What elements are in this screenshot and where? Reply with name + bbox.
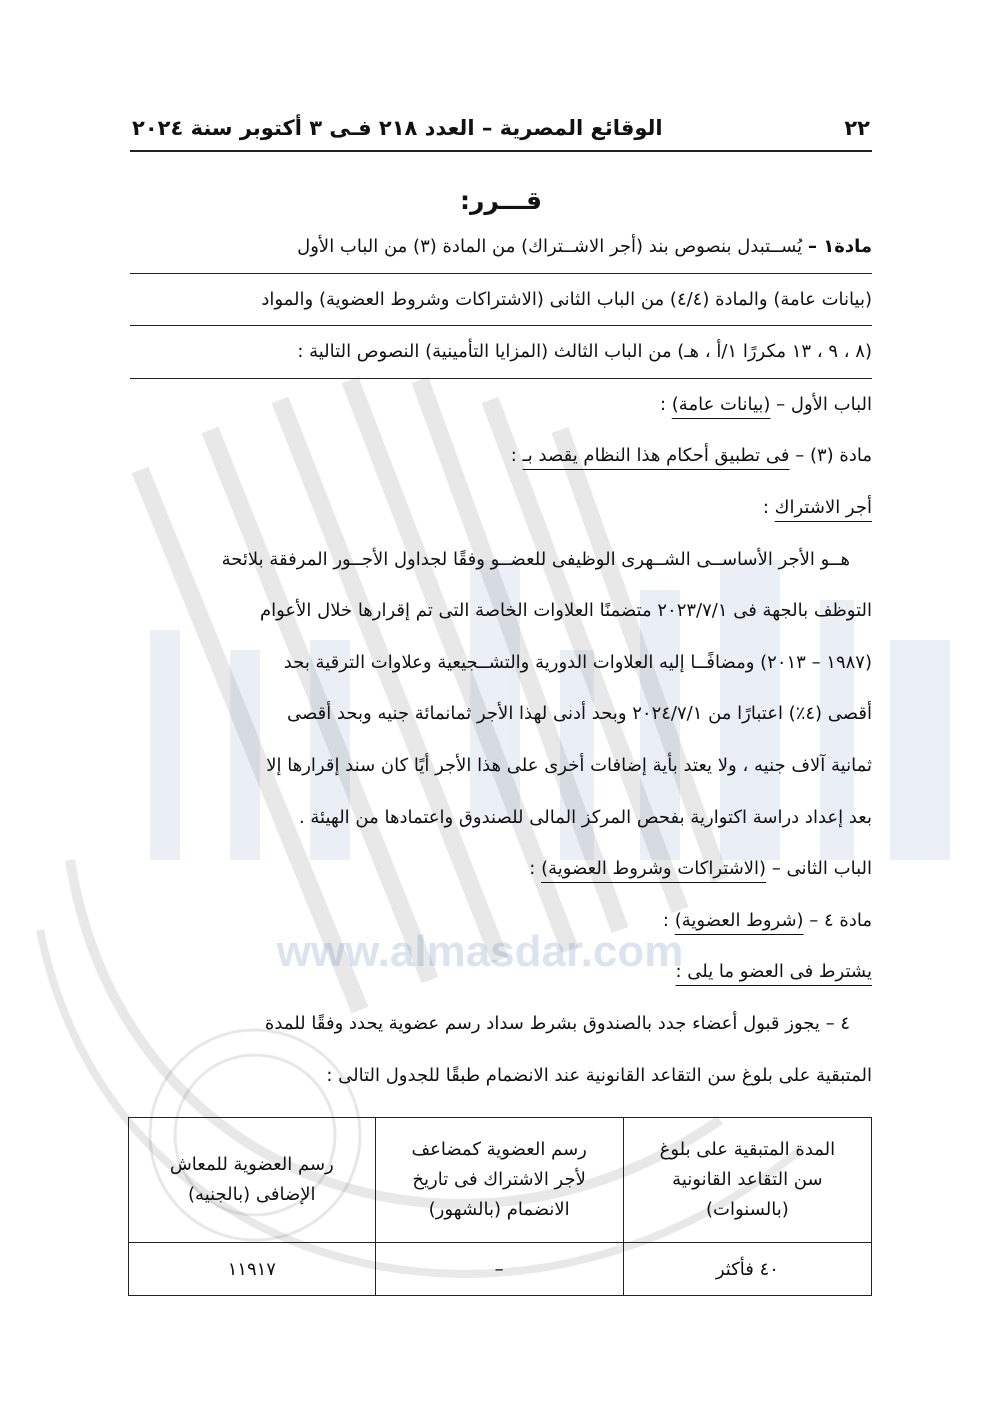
header-remaining-years [623, 1118, 871, 1243]
member-condition-heading [130, 946, 872, 998]
clause-4-line-2: المتبقية على بلوغ سن التقاعد القانونية عند الانضمام طبقًا للجدول التالى : [326, 1064, 872, 1086]
article-3-prefix: مادة (٣) – [789, 445, 872, 467]
article-4-prefix: مادة ٤ – [803, 909, 872, 931]
header-multiple-months-line-2: لأجر الاشتراك فى تاريخ [412, 1169, 586, 1191]
wage-line-5: ثمانية آلاف جنيه ، ولا يعتد بأية إضافات أخرى على هذا الأجر أيًا كان سند إقرارها إلا [266, 754, 872, 776]
clause-4-line-1: ٤ – يجوز قبول أعضاء جدد بالصندوق بشرط سداد رسم عضوية يحدد وفقًا للمدة [264, 1012, 850, 1034]
header-multiple-months-line-3: الانضمام (بالشهور) [428, 1199, 570, 1221]
page-number: ٢٢ [844, 116, 870, 140]
article-1-line-2: (بيانات عامة) والمادة (٤/٤) من الباب الثانى (الاشتراكات وشروط العضوية) والمواد [130, 274, 872, 327]
article-1 [130, 221, 872, 379]
subscription-wage-heading [130, 482, 872, 534]
chapter-1-colon: : [659, 393, 672, 415]
wage-line-4: أقصى (٤٪) اعتبارًا من ٢٠٢٤/٧/١ وبحد أدنى لهذا الأجر ثمانمائة جنيه وبحد أقصى [287, 703, 872, 725]
header-remaining-years-line-1: المدة المتبقية على بلوغ [659, 1139, 836, 1161]
gazette-title: الوقائع المصرية – العدد ٢١٨ فـى ٣ أكتوبر سنة ٢٠٢٤ [132, 116, 663, 140]
chapter-2-prefix: الباب الثانى – [766, 858, 872, 880]
wage-line-6: بعد إعداد دراسة اكتوارية بفحص المركز المالى للصندوق واعتمادها من الهيئة . [298, 806, 872, 828]
article-3-heading [130, 430, 872, 482]
page-header [130, 104, 872, 152]
header-fee-pounds-line-2: الإضافى (بالجنيه) [188, 1184, 316, 1206]
article-3-colon: : [510, 445, 523, 467]
subscription-wage-colon: : [762, 496, 775, 518]
wage-line-1: هــو الأجر الأساســى الشــهرى الوظيفى للعضــو وفقًا لجداول الأجــور المرفقة بلائحة [221, 548, 850, 570]
article-4-name: (شروط العضوية) [674, 909, 804, 931]
wage-line-2: التوظف بالجهة فى ٢٠٢٣/٧/١ متضمنًا العلاوات الخاصة التى تم إقرارها خلال الأعوام [259, 600, 872, 622]
article-1-text-1: يُســتبدل بنصوص بند (أجر الاشــتراك) من المادة (٣) من الباب الأول [297, 236, 803, 257]
decision-heading: قـــرر: [460, 186, 542, 215]
gazette-page [130, 104, 872, 1296]
header-fee-pounds-line-1: رسم العضوية للمعاش [169, 1154, 334, 1176]
header-remaining-years-line-2: سن التقاعد القانونية [672, 1169, 823, 1191]
fee-table-header-row [129, 1118, 872, 1243]
membership-fee-table [128, 1117, 872, 1296]
cell-multiple-months: – [375, 1243, 623, 1296]
table-row [129, 1243, 872, 1296]
clause-4 [130, 998, 872, 1101]
subscription-wage-body [130, 534, 872, 844]
chapter-1-name: (بيانات عامة) [671, 393, 771, 415]
article-1-line-3: (٨ ، ٩ ، ١٣ مكررًا ١/أ ، هـ) من الباب الثالث (المزايا التأمينية) النصوص التالية : [130, 326, 872, 379]
article-4-heading [130, 895, 872, 947]
watermark-url: www.almasdar.com [276, 927, 684, 976]
chapter-2-name: (الاشتراكات وشروط العضوية) [541, 858, 767, 880]
header-remaining-years-line-3: (بالسنوات) [706, 1199, 789, 1221]
header-multiple-months-line-1: رسم العضوية كمضاعف [411, 1139, 587, 1161]
chapter-2-colon: : [529, 858, 542, 880]
chapter-1-heading [130, 379, 872, 431]
chapter-1-prefix: الباب الأول – [770, 393, 872, 415]
article-1-lead: مادة١ – [807, 236, 872, 257]
member-condition-text: يشترط فى العضو ما يلى : [675, 961, 872, 983]
subscription-wage-title: أجر الاشتراك [774, 496, 872, 518]
header-fee-pounds [129, 1118, 376, 1243]
article-1-line-1 [130, 221, 872, 274]
cell-remaining-years: ٤٠ فأكثر [623, 1243, 871, 1296]
article-4-colon: : [662, 909, 675, 931]
article-3-text: فى تطبيق أحكام هذا النظام يقصد بـ [522, 445, 790, 467]
cell-fee-pounds: ١١٩١٧ [129, 1243, 376, 1296]
header-multiple-months [375, 1118, 623, 1243]
chapter-2-heading [130, 843, 872, 895]
wage-line-3: (١٩٨٧ – ٢٠١٣) ومضافًــا إليه العلاوات الدورية والتشــجيعية وعلاوات الترقية بحد [283, 651, 872, 673]
